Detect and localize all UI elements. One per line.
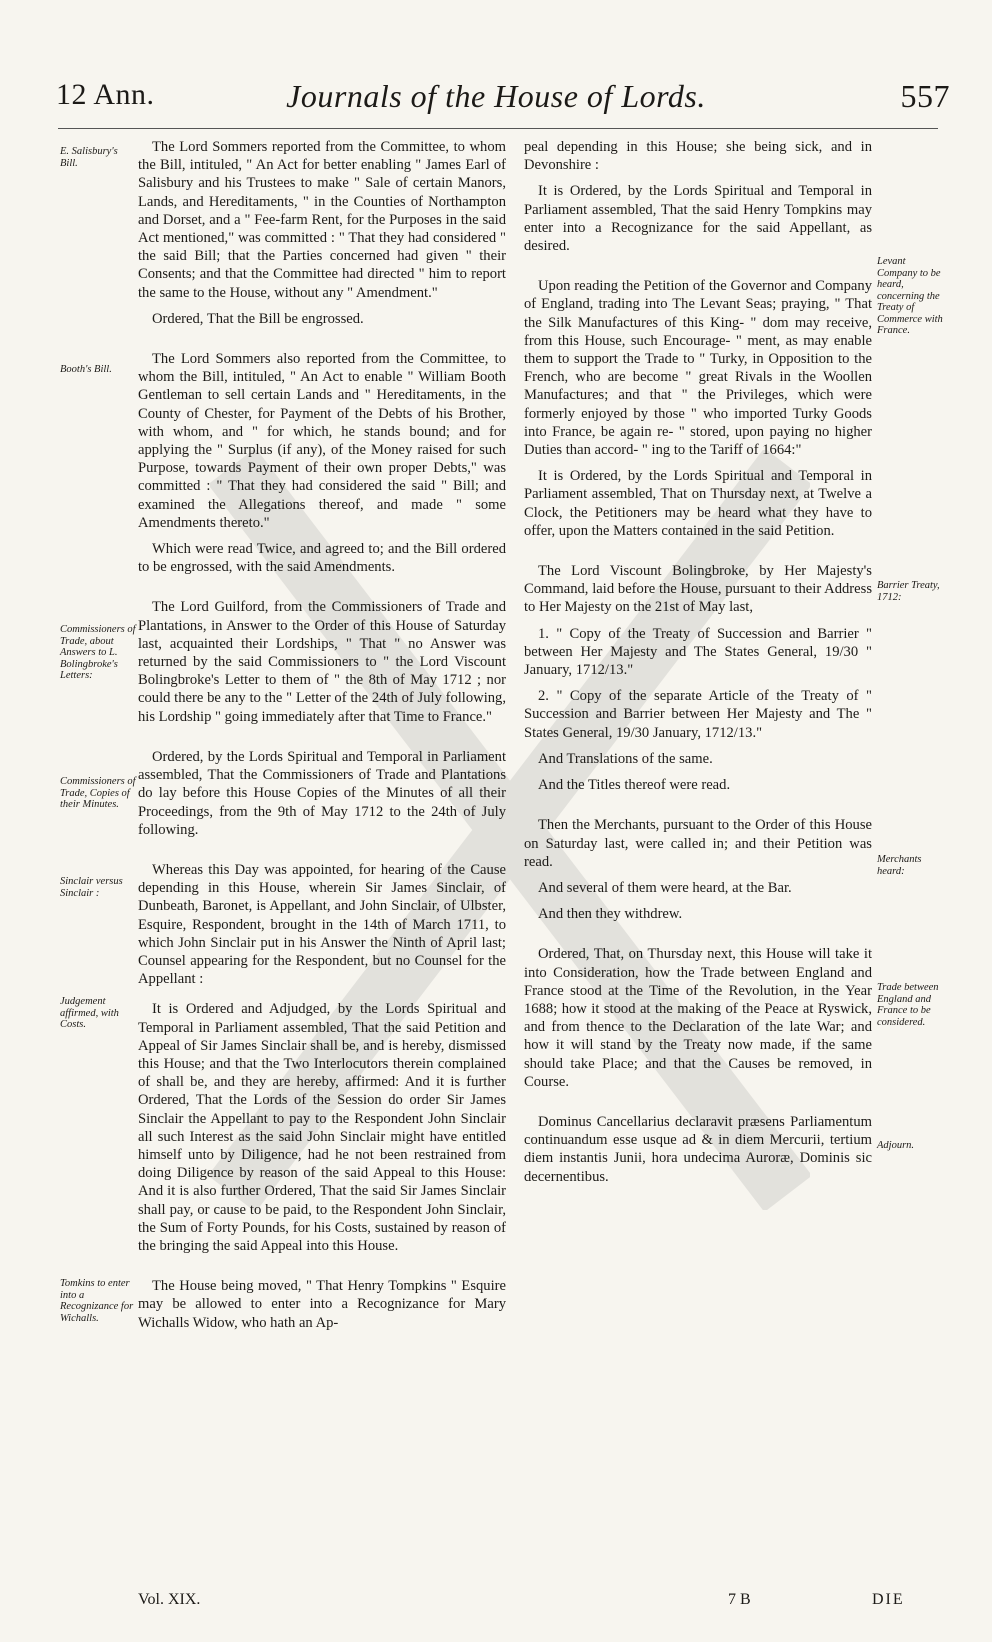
entry-tompkins-continued <box>524 138 872 255</box>
paragraph: Whereas this Day was appointed, for hearing of the Cause depending in this House, wherein Sir James Sinclair, of Dunbeath, Baronet, is Appellant, and John Sinclair, of Ulbster, Esquire, Respondent, brought in the 14th of March 1711, to which John Sinclair put in his Answer the Ninth of April last; Counsel appearing for the Respondent, but no Counsel for the Appellant : <box>138 861 506 988</box>
paragraph: 2. " Copy of the separate Article of the Treaty of " Succession and Barrier between Her Majesty and The " States General, 19/30 January, 1712/13." <box>524 688 872 741</box>
paragraph: The Lord Guilford, from the Commissioners of Trade and Plantations, in Answer to the Order of this House of Saturday last, acquainted their Lordships, " That " no Answer was returned by the said Commissioners to " the Lord Viscount Bolingbroke's Letter to them of " the 8th of May 1712 ; nor could there be any to the " Letter of the 24th of July following, his Lordship " going immediately after that Time to France." <box>138 599 506 725</box>
paragraph: Ordered, That, on Thursday next, this House will take it into Consideration, how the Trade between England and France stood at the Time of the Revolution, in the Year 1688; how it stood at the making of the Peace at Ryswick, and from thence to the Declaration of the late War; and how it will stand by the Treaty now made, if the same should take Place; and that the Causes be removed, in Course. <box>524 946 872 1090</box>
marginal-note: Adjourn. <box>877 1140 915 1151</box>
header-rule <box>58 128 938 129</box>
entry-levant-company <box>524 277 872 540</box>
entry-trade-considered <box>524 945 872 1091</box>
marginal-note: Merchants heard: <box>877 854 922 877</box>
marginal-note: Levant Company to be heard, concerning the Treaty of Commerce with France. <box>877 256 943 336</box>
paragraph: It is Ordered and Adjudged, by the Lords Spiritual and Temporal in Parliament assembled, That the said Petition and Appeal of Sir James Sinclair shall be, and is hereby, dismissed this House; and that the Two Interlocutors therein complained of shall be, and they are hereby, affirmed: And it is further Ordered, That the Lords of the Session do order Sir James Sinclair the Appellant to pay to the Respondent John Sinclair all such Interest as the said John Sinclair might have entitled himself unto by Diligence, had he not been restrained from doing Diligence by reason of the said Appeal to this House: And it is also further Ordered, That the said Sir James Sinclair shall pay, or cause to be paid, to the Respondent John Sinclair, the Sum of Forty Pounds, for his Costs, sustained by reason of the bringing the said Appeal into this House. <box>138 1001 506 1254</box>
paragraph: Ordered, by the Lords Spiritual and Temporal in Parliament assembled, That the Commissioners of Trade and Plantations do lay before this House Copies of the Minutes of all their Proceedings, from the 9th of May 1712 to the 24th of July following. <box>138 748 506 838</box>
marginal-note: Trade between England and France to be considered. <box>877 982 939 1028</box>
entry-tompkins <box>138 1277 506 1332</box>
entry-barrier-treaty <box>524 562 872 794</box>
running-head-regnal-year: 12 Ann. <box>56 78 155 111</box>
paragraph: And several of them were heard, at the Bar. <box>538 879 792 896</box>
paragraph: And then they withdrew. <box>538 906 683 923</box>
marginal-note: Barrier Treaty, 1712: <box>877 580 940 603</box>
entry-merchants-heard <box>524 816 872 923</box>
paragraph: The Lord Viscount Bolingbroke, by Her Majesty's Command, laid before the House, pursuant to their Address to Her Majesty on the 21st of May last, <box>524 563 872 616</box>
paragraph: The Lord Sommers reported from the Committee, to whom the Bill, intituled, " An Act for better enabling " James Earl of Salisbury and his Trustees to make " Sale of certain Manors, Lands, and Hereditaments, " in the Counties of Northampton and Dorset, and a " Fee-farm Rent, for the Purposes in the said Act mentioned," was committed : " That they had considered " the said Bill; that the Parties concerned had given " their Consents; and that the Committee had directed " him to report the same to the House, without any " Amendment." <box>138 139 506 301</box>
right-column <box>524 138 872 1208</box>
paragraph: Upon reading the Petition of the Governor and Company of England, trading into The Levant Seas; praying, " That the Silk Manufactures of this King- " dom may receive, from this House, such Encourage- " ment, as may enable them to support the Trade to " Turky, in Opposition to the French, who are become " great Rivals in the Woollen Manufactures; and that " the Privileges, which were formerly enjoyed by those " who imported Turky Goods into France, be again re- " stored, upon paying no higher Duties than accord- " ing to the Tariff of 1664:" <box>524 278 872 459</box>
entry-adjournment <box>524 1113 872 1186</box>
marginal-note: Commissioners of Trade, Copies of their Minutes. <box>60 776 136 810</box>
marginal-note: E. Salisbury's Bill. <box>60 146 118 169</box>
paragraph: Then the Merchants, pursuant to the Order of this House on Saturday last, were called in; and their Petition was read. <box>524 817 872 870</box>
entry-judgement <box>138 1000 506 1255</box>
paragraph: It is Ordered, by the Lords Spiritual and Temporal in Parliament assembled, That the said Henry Tompkins may enter into a Recognizance for the said Appellant, as desired. <box>524 183 872 255</box>
volume-label: Vol. XIX. <box>138 1591 201 1608</box>
entry-commissioners-answers <box>138 598 506 725</box>
entry-salisbury-bill <box>138 138 506 328</box>
marginal-note: Tomkins to enter into a Recognizance for Wichalls. <box>60 1278 134 1324</box>
paragraph: The Lord Sommers also reported from the Committee, to whom the Bill, intituled, " An Act to enable " William Booth Gentleman to sell certain Lands and " Hereditaments, in the County of Chester, for Payment of the Debts of his Brother, with whom, and " for which, he stands bound; and for applying the " Surplus (if any), of the Money raised for such Purpose, towards Payment of their own proper Debts," was committed : " That they had considered the said " Bill; and examined the Allegations thereof, and made " some Amendments thereto." <box>138 351 506 531</box>
catchword: DIE <box>872 1591 905 1608</box>
paragraph: Which were read Twice, and agreed to; and the Bill ordered to be engrossed, with the said Amendments. <box>138 541 506 576</box>
signature-mark: 7 B <box>728 1591 751 1608</box>
entry-commissioners-minutes <box>138 748 506 839</box>
paragraph: peal depending in this House; she being sick, and in Devonshire : <box>524 139 872 174</box>
paragraph: And Translations of the same. <box>538 750 713 767</box>
left-column <box>138 138 506 1354</box>
marginal-note: Judgement affirmed, with Costs. <box>60 996 119 1030</box>
entry-sinclair-cause <box>138 861 506 988</box>
running-head-title: Journals of the House of Lords. <box>286 78 706 114</box>
paragraph: It is Ordered, by the Lords Spiritual and Temporal in Parliament assembled, That on Thursday next, at Twelve a Clock, the Petitioners may be heard what they have to offer, upon the Matters contained in the said Petition. <box>524 468 872 539</box>
marginal-note: Booth's Bill. <box>60 364 112 375</box>
page-number: 557 <box>900 78 950 114</box>
paragraph: And the Titles thereof were read. <box>538 777 731 794</box>
paragraph: The House being moved, " That Henry Tompkins " Esquire may be allowed to enter into a Recognizance for Mary Wichalls Widow, who hath an Ap- <box>138 1278 506 1331</box>
marginal-note: Commissioners of Trade, about Answers to L. Bolingbroke's Letters: <box>60 624 136 681</box>
marginal-note: Sinclair versus Sinclair : <box>60 876 123 899</box>
paragraph: Dominus Cancellarius declaravit præsens Parliamentum continuandum esse usque ad & in diem Mercurii, tertium diem instantis Junii, hora undecima Auroræ, Dominis sic decernentibus. <box>524 1113 872 1185</box>
paragraph: 1. " Copy of the Treaty of Succession and Barrier " between Her Majesty and The States General, 19/30 " January, 1712/13." <box>524 625 872 679</box>
paragraph: Ordered, That the Bill be engrossed. <box>152 310 364 327</box>
entry-booth-bill <box>138 350 506 576</box>
